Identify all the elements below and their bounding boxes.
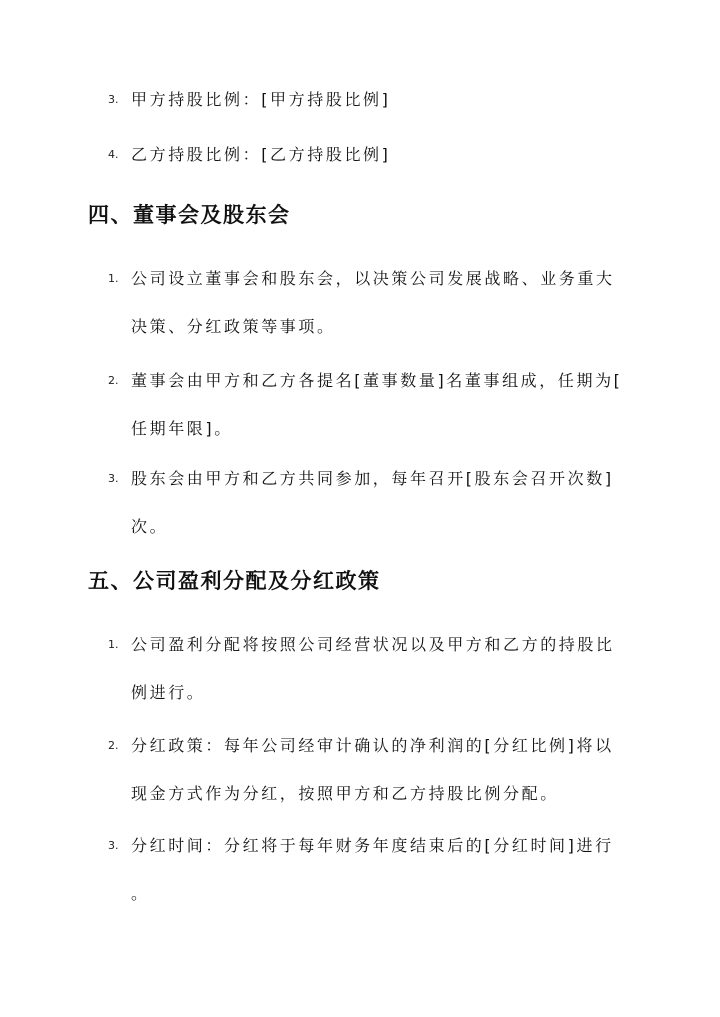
text-line: 次。 [131,517,169,536]
section-heading-board: 四、董事会及股东会 [88,203,291,227]
text-line: 董事会由甲方和乙方各提名[董事数量]名董事组成，任期为[ [131,371,623,390]
text-line: 现金方式作为分红，按照甲方和乙方持股比例分配。 [131,784,559,803]
text-line: 决策、分红政策等事项。 [131,317,336,336]
list-item-text [131,131,631,179]
text-line: 股东会由甲方和乙方共同参加，每年召开[股东会召开次数] [131,469,614,488]
text-line: 例进行。 [131,683,206,702]
list-item-text [131,455,631,551]
text-line: 分红时间：分红将于每年财务年度结束后的[分红时间]进行 [131,836,614,855]
list-number: 2. [108,739,119,752]
list-item-text [131,621,631,717]
list-number: 1. [108,272,119,285]
text-line: 甲方持股比例：[甲方持股比例] [131,90,391,109]
text-line: 公司设立董事会和股东会，以决策公司发展战略、业务重大 [131,269,615,288]
text-line: 分红政策：每年公司经审计确认的净利润的[分红比例]将以 [131,736,614,755]
text-line: 乙方持股比例：[乙方持股比例] [131,145,391,164]
text-line: 任期年限]。 [131,419,233,438]
text-line: 公司盈利分配将按照公司经营状况以及甲方和乙方的持股比 [131,635,615,654]
list-item-text [131,76,631,124]
list-item-text [131,255,631,351]
list-number: 3. [108,472,119,485]
list-item-text [131,722,631,818]
list-item-text [131,822,631,918]
list-number: 3. [108,93,119,106]
text-line: 。 [131,884,150,903]
list-item-text [131,357,631,453]
list-number: 3. [108,839,119,852]
list-number: 4. [108,148,119,161]
list-number: 2. [108,374,119,387]
list-number: 1. [108,638,119,651]
section-heading-profit: 五、公司盈利分配及分红政策 [88,569,381,593]
